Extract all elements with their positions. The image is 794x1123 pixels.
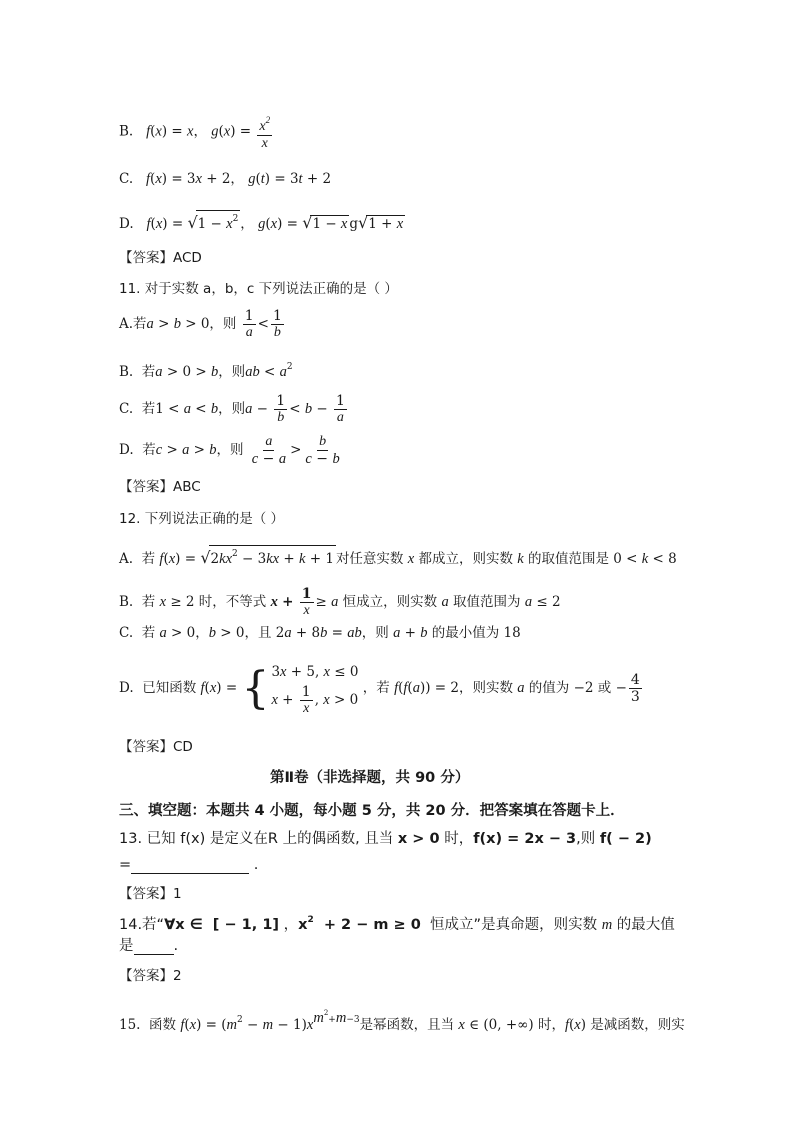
q13-answer: 【答案】1	[119, 886, 182, 902]
q14-answer: 【答案】2	[119, 968, 182, 984]
q13-stem: 13. 已知 f(x) 是定义在R 上的偶函数, 且当 x > 0 时，f(x) = 2x − 3,则 f( − 2)	[119, 831, 652, 847]
q10-option-d: D. $f(x) = √1 - x^2$ ， g(x) = √1 − x g√1 + x	[119, 210, 405, 233]
q14-stem: 14.若“∀x ∈ [ − 1, 1] ，$x^2 + 2 - m \ge 0$ 恒成立”是真命题，则实数 m 的最大值	[119, 915, 675, 933]
q14-blank: 是 .	[119, 938, 179, 954]
q11-answer: 【答案】ABC	[119, 479, 201, 495]
q11-stem: 11. 对于实数 a，b，c 下列说法正确的是（ ）	[119, 281, 398, 297]
q12-answer: 【答案】CD	[119, 739, 193, 755]
q13-blank: = .	[119, 857, 259, 873]
q11-option-a: A.若a > b > 0，则 $\frac{1}{a}$ < $\frac{1}{b}$	[119, 308, 282, 340]
q10-option-b: B. f(x) = x， g(x) = $\frac{x^2}{x}$	[119, 112, 274, 152]
q12-option-a: A. 若 $f(x) = √2kx^2 - 3kx + k + 1$ 对任意实数 x 都成立，则实数 k 的取值范围是 0 < k < 8	[119, 545, 677, 568]
q10-option-c: C. f(x) = 3x + 2， g(t) = 3t + 2	[119, 171, 332, 187]
q11-option-b: B. 若a > 0 > b，则ab < $a^2$	[119, 362, 293, 380]
q10-answer: 【答案】ACD	[119, 250, 202, 266]
part2-title: 第Ⅱ卷（非选择题，共 90 分）	[270, 770, 470, 786]
q12-stem: 12. 下列说法正确的是（ ）	[119, 511, 285, 527]
q11-option-d: D. 若c > a > b，则 $\frac{a}{c - a}$ > $\frac{b}{c - b}$	[119, 434, 340, 467]
q15-stem: 15. 函数 $f(x) = (m^2 - m - 1)x^{m^2+m-3}$是幂函数，且当 x ∈ (0, +∞) 时，f(x) 是减函数，则实	[119, 1009, 685, 1033]
q11-option-c: C. 若1 < a < b，则a − $\frac{1}{b}$ < b − $\frac{1}{a}$	[119, 393, 345, 425]
section3-heading: 三、填空题：本题共 4 小题，每小题 5 分，共 20 分．把答案填在答题卡上．	[119, 803, 625, 819]
q12-option-d: D. 已知函数 f(x) = { 3x + 5, x ≤ 0 x + $\frac{1}{x}$ , x > 0 ，若 f(f(a)) = 2，则实数 a 的值为 −2 或 − $\frac{4}{3}$	[119, 662, 640, 716]
q12-option-b: B. 若 x ≥ 2 时，不等式 x + $\frac{1}{x}$ ≥ a 恒成立，则实数 a 取值范围为 a ≤ 2	[119, 586, 561, 618]
q12-option-c: C. 若 a > 0，b > 0，且 2a + 8b = ab，则 a + b 的最小值为 18	[119, 625, 521, 641]
